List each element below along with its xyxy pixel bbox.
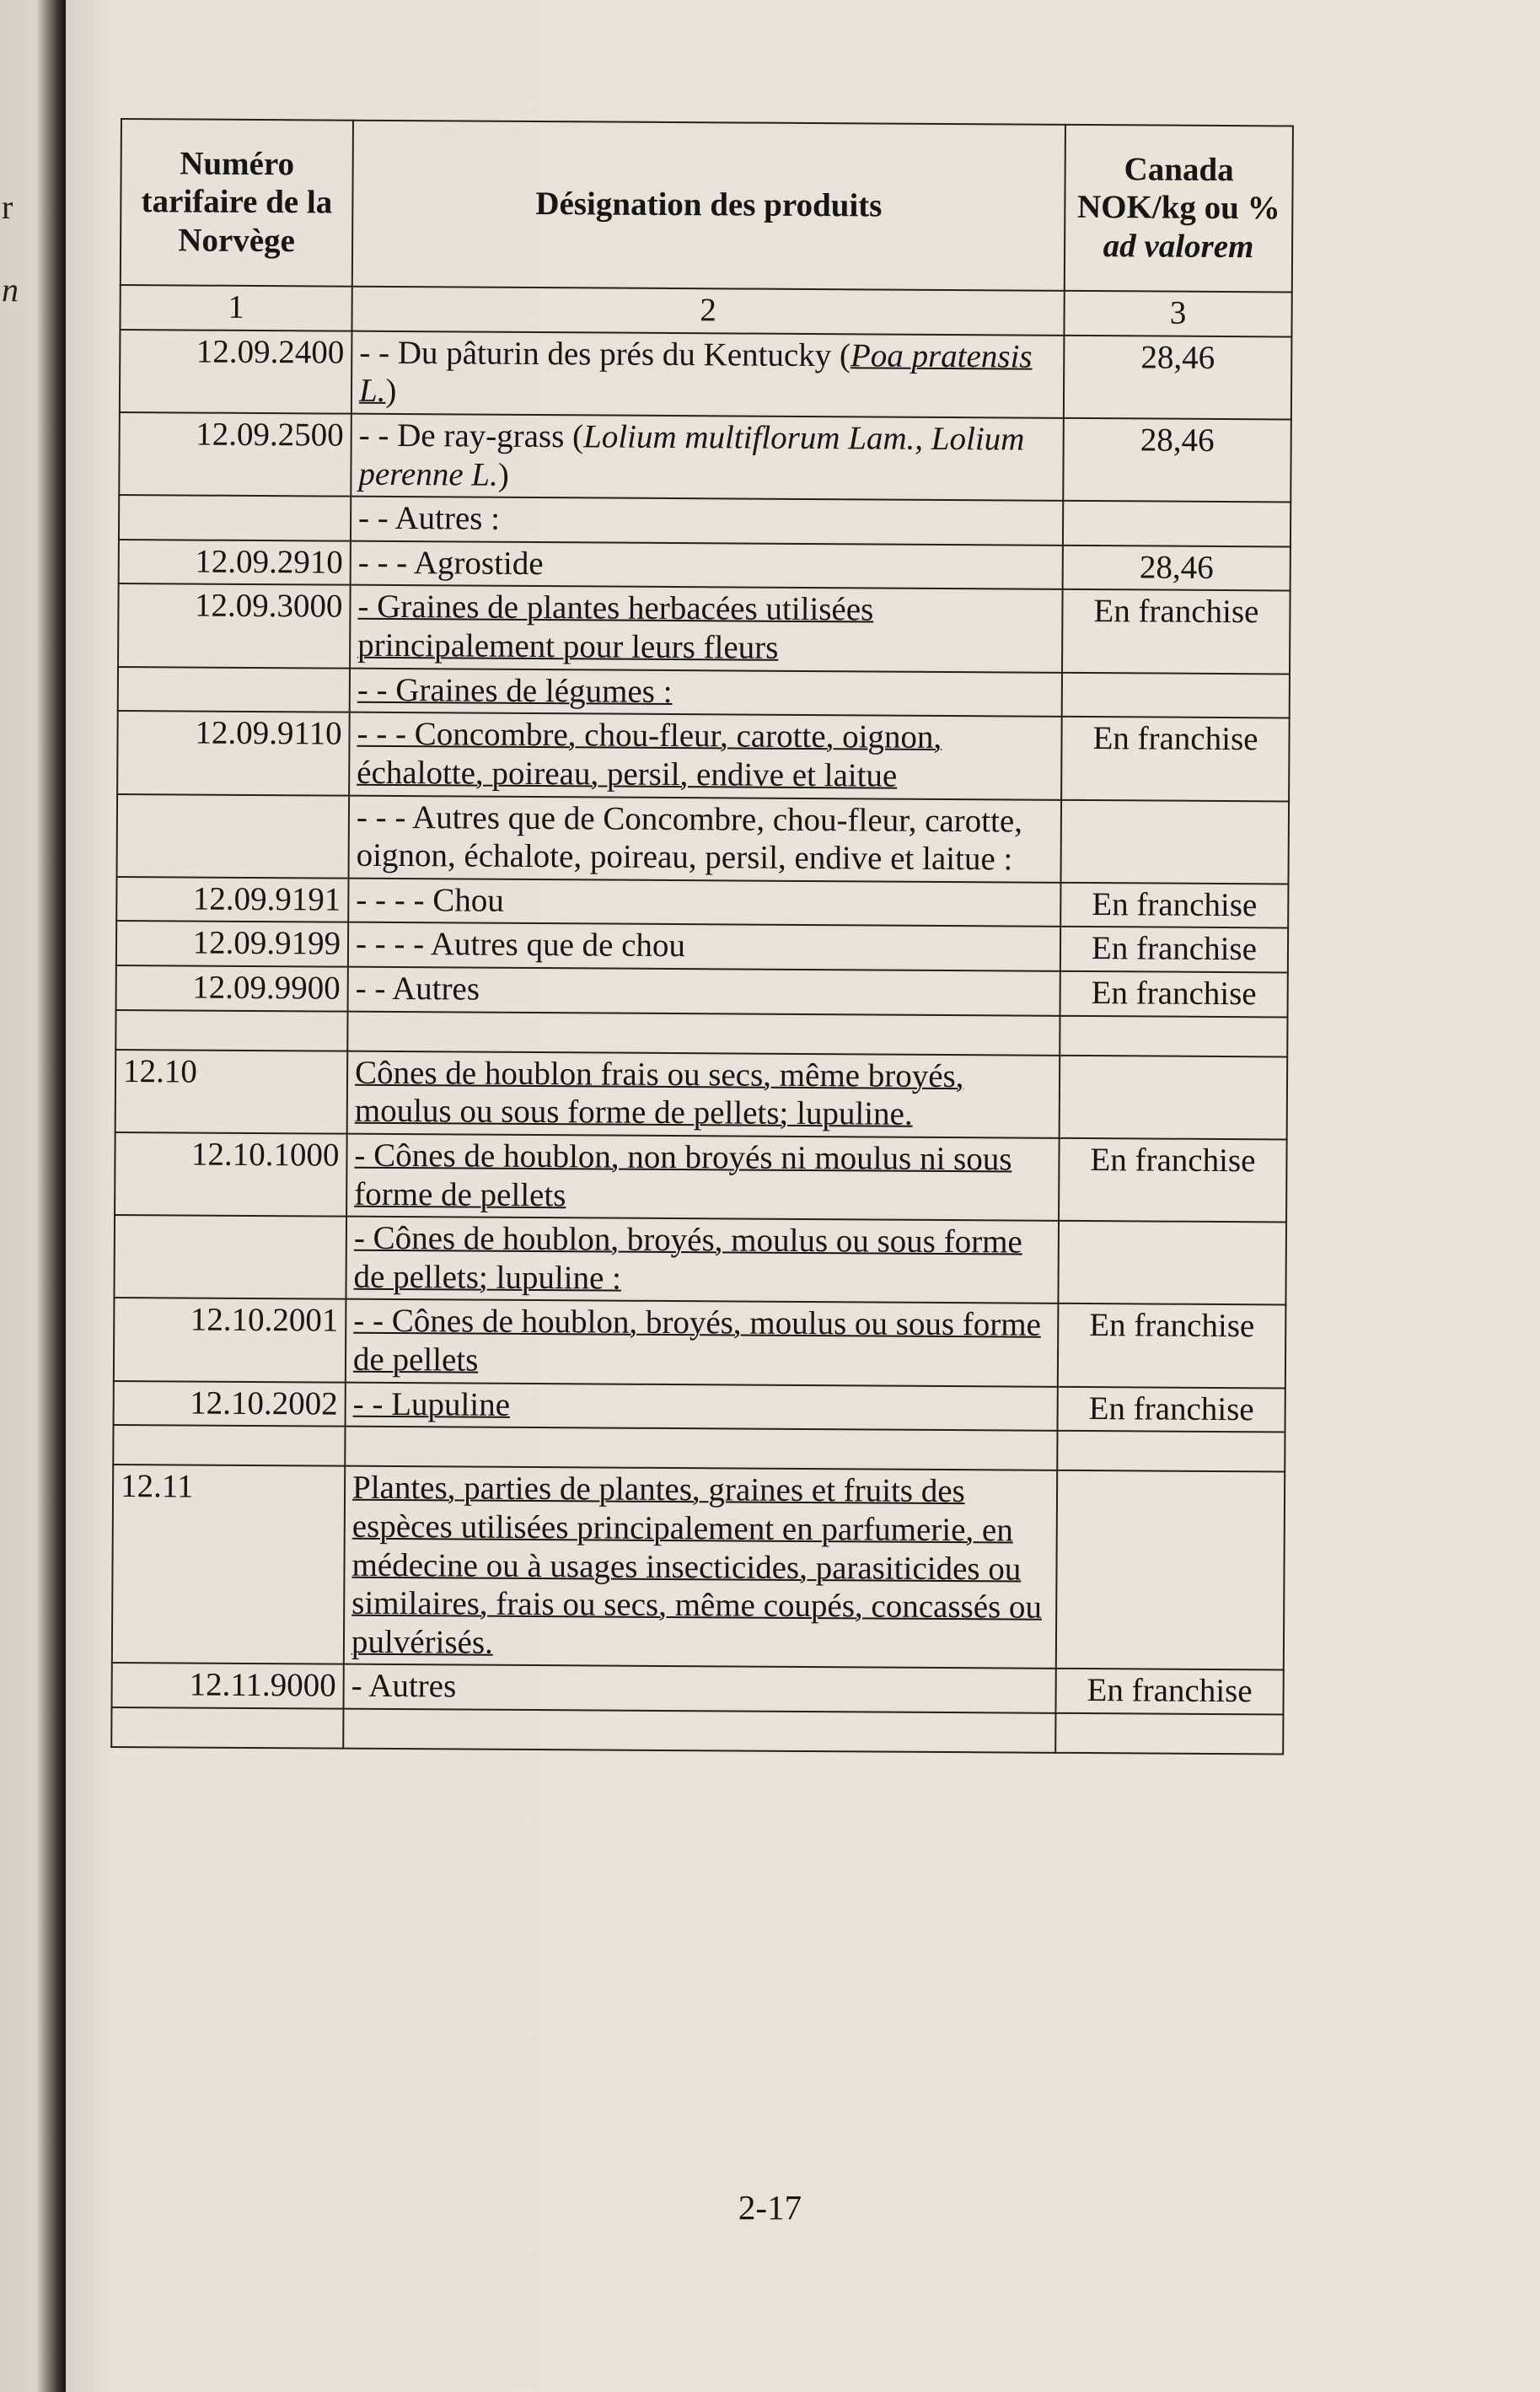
product-description: - - Graines de légumes : (350, 668, 1062, 717)
column-number-3: 3 (1064, 291, 1291, 336)
tariff-code (117, 793, 350, 878)
rate-value: En franchise (1060, 971, 1288, 1017)
product-description: - - Autres (348, 967, 1060, 1016)
table-row (116, 921, 1288, 972)
table-row (115, 1132, 1287, 1223)
product-description: - - Du pâturin des prés du Kentucky (Poa pratensis L.) (351, 331, 1065, 417)
rate-value: 28,46 (1063, 546, 1290, 591)
header-tariff-number: Numéro tarifaire de la Norvège (121, 119, 353, 287)
table-row (114, 1298, 1286, 1388)
product-description: - - - - Chou (348, 878, 1060, 927)
header-ad-valorem: ad valorem (1103, 227, 1254, 266)
table-row (117, 711, 1290, 801)
rate-value: En franchise (1060, 927, 1288, 972)
product-description: - Cônes de houblon, non broyés ni moulus ni sous forme de pellets (346, 1134, 1060, 1221)
heading-description: Cônes de houblon frais ou secs, même broyés, moulus ou sous forme de pellets; lupuline. (347, 1051, 1060, 1137)
header-product-designation: Désignation des produits (352, 121, 1065, 291)
tariff-code (114, 1215, 346, 1299)
rate-value: En franchise (1060, 883, 1288, 928)
tariff-code: 12.09.9110 (117, 711, 350, 795)
tariff-code: 12.09.2910 (119, 540, 351, 585)
heading-code: 12.11 (112, 1465, 345, 1664)
rate-value: En franchise (1061, 717, 1290, 801)
product-description: - Cônes de houblon, broyés, moulus ou sous forme de pellets; lupuline : (346, 1217, 1059, 1304)
product-description: - - - Agrostide (351, 540, 1063, 589)
rate-value: En franchise (1062, 589, 1290, 674)
tariff-code: 12.09.2400 (120, 330, 352, 414)
header-canada-rate (1065, 125, 1293, 293)
book-spine-shadow (0, 0, 66, 2392)
rate-value (1062, 672, 1290, 718)
table-header-row (121, 119, 1293, 292)
heading-row (115, 1050, 1288, 1140)
product-description: - - Cônes de houblon, broyés, moulus ou sous forme de pellets (346, 1299, 1059, 1386)
rate-value: En franchise (1055, 1669, 1283, 1714)
header-canada-rate-main: Canada NOK/kg ou % (1076, 150, 1280, 227)
tariff-code: 12.10.1000 (115, 1132, 347, 1217)
rate-value: En franchise (1058, 1386, 1285, 1432)
table-row (114, 1215, 1286, 1305)
product-description: - Graines de plantes herbacées utilisées principalement pour leurs fleurs (350, 585, 1063, 672)
adjacent-page-mark-r: r (2, 188, 13, 226)
rate-value: 28,46 (1064, 335, 1292, 419)
adjacent-page-mark-n: n (2, 271, 19, 309)
tariff-code: 12.09.9191 (116, 877, 348, 922)
product-description: - Autres (343, 1664, 1055, 1713)
tariff-code: 12.09.9199 (116, 921, 348, 966)
tariff-code: 12.09.3000 (118, 583, 351, 668)
product-description: - - De ray-grass (Lolium multiflorum Lam., Lolium perenne L.) (351, 414, 1064, 501)
rate-value (1060, 799, 1289, 884)
tariff-code (118, 667, 350, 712)
table-row (120, 330, 1292, 420)
product-description: - - Lupuline (346, 1382, 1058, 1431)
table-row (119, 412, 1291, 503)
tariff-table (110, 118, 1294, 1755)
rate-value (1056, 1470, 1285, 1670)
table-row (118, 667, 1290, 718)
blank-row (111, 1707, 1283, 1754)
rate-value: En franchise (1059, 1138, 1287, 1223)
blank-row (113, 1425, 1285, 1471)
table-row (114, 1381, 1285, 1433)
tariff-code (119, 495, 351, 540)
product-description: - - - Concombre, chou-fleur, carotte, oignon, échalotte, poireau, persil, endive et laitue (349, 712, 1062, 799)
rate-value (1058, 1221, 1286, 1305)
table-row (119, 540, 1290, 591)
tariff-code: 12.09.9900 (116, 965, 348, 1011)
table-row (111, 1663, 1283, 1714)
rate-value: En franchise (1058, 1304, 1286, 1388)
tariff-code: 12.10.2001 (114, 1298, 346, 1382)
page-number: 2-17 (738, 2188, 802, 2227)
table-row (119, 495, 1290, 546)
column-number-row (120, 285, 1291, 336)
product-description: - - - Autres que de Concombre, chou-fleur, carotte, oignon, échalote, poireau, persil, endive et laitue : (348, 795, 1061, 882)
rate-value: 28,46 (1063, 418, 1291, 503)
table-row (117, 793, 1290, 884)
heading-description: Plantes, parties de plantes, graines et fruits des espèces utilisées principalement en parfumerie, en médecine ou à usages insecticides, parasiticides ou similaires, frais ou secs, même coupés, concassés ou pulvérisés. (344, 1466, 1057, 1669)
column-number-2: 2 (351, 287, 1064, 336)
blank-row (115, 1010, 1287, 1056)
rate-value (1060, 1055, 1288, 1139)
table-row (118, 583, 1290, 674)
product-description: - - Autres : (351, 497, 1063, 546)
table-row (116, 965, 1288, 1017)
table-row (116, 877, 1288, 928)
column-number-1: 1 (120, 285, 351, 331)
tariff-code: 12.09.2500 (119, 412, 351, 497)
heading-code: 12.10 (115, 1050, 348, 1134)
heading-row (112, 1465, 1285, 1670)
rate-value (1063, 501, 1290, 546)
tariff-code: 12.11.9000 (111, 1663, 343, 1708)
product-description: - - - - Autres que de chou (348, 922, 1060, 971)
tariff-code: 12.10.2002 (114, 1381, 346, 1427)
